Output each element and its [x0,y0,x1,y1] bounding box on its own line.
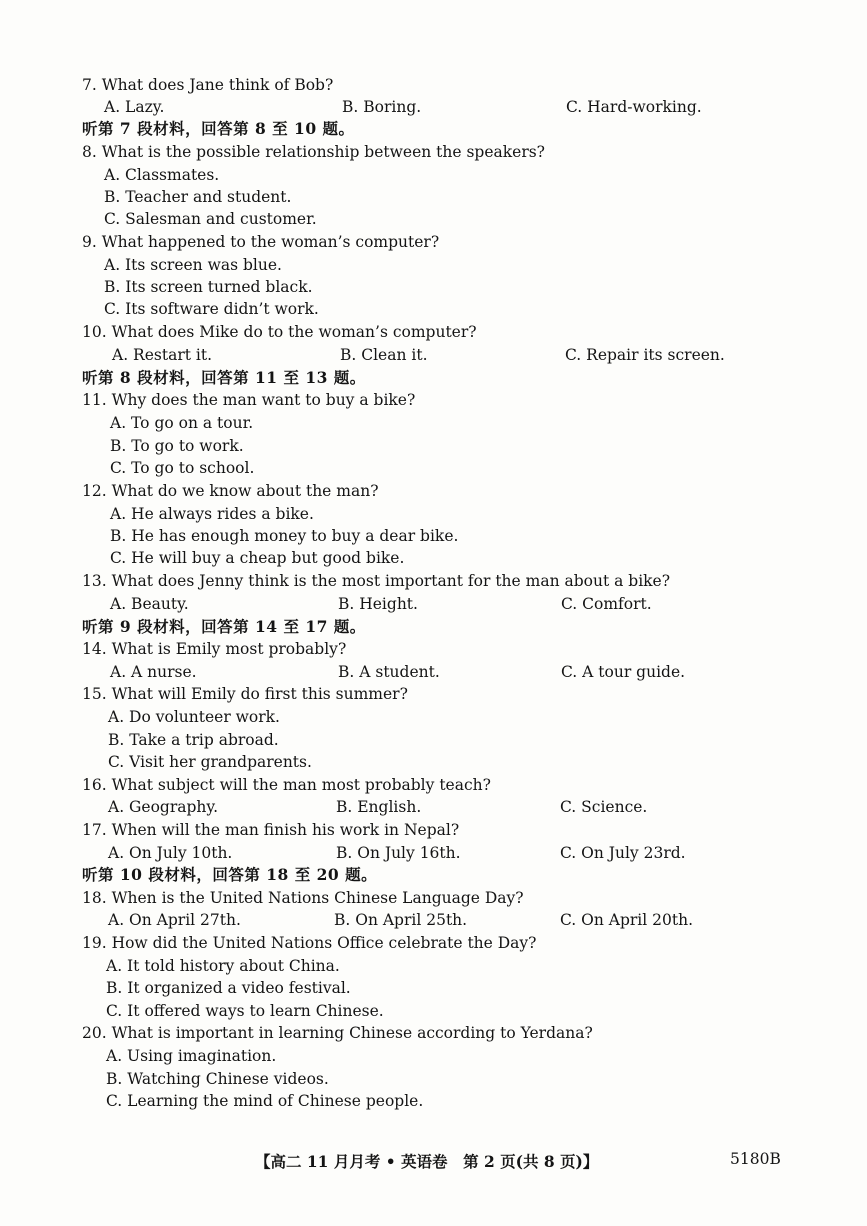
question-stem: 8. What is the possible relationship between the speakers? [82,143,545,161]
option-b: B. Boring. [342,98,422,116]
question-stem: 10. What does Mike do to the woman’s computer? [82,323,477,341]
option-a: A. Classmates. [104,166,220,184]
option-b: B. Take a trip abroad. [108,731,279,749]
option-b: B. A student. [338,663,440,681]
option-c: C. Visit her grandparents. [108,753,312,771]
option-b: B. Teacher and student. [104,188,292,206]
page-footer: 【高二 11 月月考 • 英语卷 第 2 页(共 8 页)】 [255,1152,599,1171]
option-c: C. He will buy a cheap but good bike. [110,549,405,567]
question-stem: 7. What does Jane think of Bob? [82,76,334,94]
option-c: C. It offered ways to learn Chinese. [106,1002,384,1020]
option-a: A. On April 27th. [108,911,241,929]
option-b: B. It organized a video festival. [106,979,351,997]
option-c: C. On July 23rd. [560,844,686,862]
question-stem: 13. What does Jenny think is the most important for the man about a bike? [82,572,671,590]
option-a: A. Using imagination. [106,1047,277,1065]
section-heading: 听第 10 段材料，回答第 18 至 20 题。 [82,865,378,884]
question-stem: 17. When will the man finish his work in Nepal? [82,821,460,839]
section-heading: 听第 7 段材料，回答第 8 至 10 题。 [82,119,355,138]
option-c: C. A tour guide. [561,663,686,681]
question-stem: 12. What do we know about the man? [82,482,379,500]
option-c: C. Science. [560,798,648,816]
option-b: B. English. [336,798,422,816]
option-b: B. Watching Chinese videos. [106,1070,329,1088]
option-a: A. He always rides a bike. [110,505,314,523]
option-c: C. On April 20th. [560,911,694,929]
option-a: A. It told history about China. [106,957,340,975]
option-b: B. Its screen turned black. [104,278,313,296]
option-c: C. Learning the mind of Chinese people. [106,1092,424,1110]
option-c: C. Comfort. [561,595,652,613]
question-stem: 16. What subject will the man most probably teach? [82,776,491,794]
option-a: A. Do volunteer work. [108,708,280,726]
question-stem: 11. Why does the man want to buy a bike? [82,391,416,409]
option-b: B. Clean it. [340,346,428,364]
question-stem: 19. How did the United Nations Office celebrate the Day? [82,934,537,952]
option-a: A. Its screen was blue. [104,256,282,274]
option-a: A. Restart it. [112,346,212,364]
option-b: B. Height. [338,595,418,613]
exam-code: 5180B [730,1150,781,1168]
option-c: C. To go to school. [110,459,255,477]
section-heading: 听第 8 段材料，回答第 11 至 13 题。 [82,368,366,387]
option-b: B. On April 25th. [334,911,468,929]
option-c: C. Hard-working. [566,98,702,116]
option-c: C. Salesman and customer. [104,210,317,228]
option-b: B. On July 16th. [336,844,461,862]
section-heading: 听第 9 段材料，回答第 14 至 17 题。 [82,617,366,636]
option-a: A. On July 10th. [108,844,233,862]
option-a: A. Lazy. [104,98,165,116]
option-c: C. Its software didn’t work. [104,300,319,318]
question-stem: 20. What is important in learning Chinese according to Yerdana? [82,1024,593,1042]
option-a: A. Geography. [108,798,219,816]
question-stem: 18. When is the United Nations Chinese Language Day? [82,889,524,907]
option-b: B. He has enough money to buy a dear bike. [110,527,459,545]
option-b: B. To go to work. [110,437,244,455]
question-stem: 14. What is Emily most probably? [82,640,347,658]
question-stem: 15. What will Emily do first this summer? [82,685,408,703]
option-c: C. Repair its screen. [565,346,725,364]
question-stem: 9. What happened to the woman’s computer? [82,233,440,251]
option-a: A. A nurse. [110,663,197,681]
option-a: A. To go on a tour. [110,414,254,432]
option-a: A. Beauty. [110,595,189,613]
